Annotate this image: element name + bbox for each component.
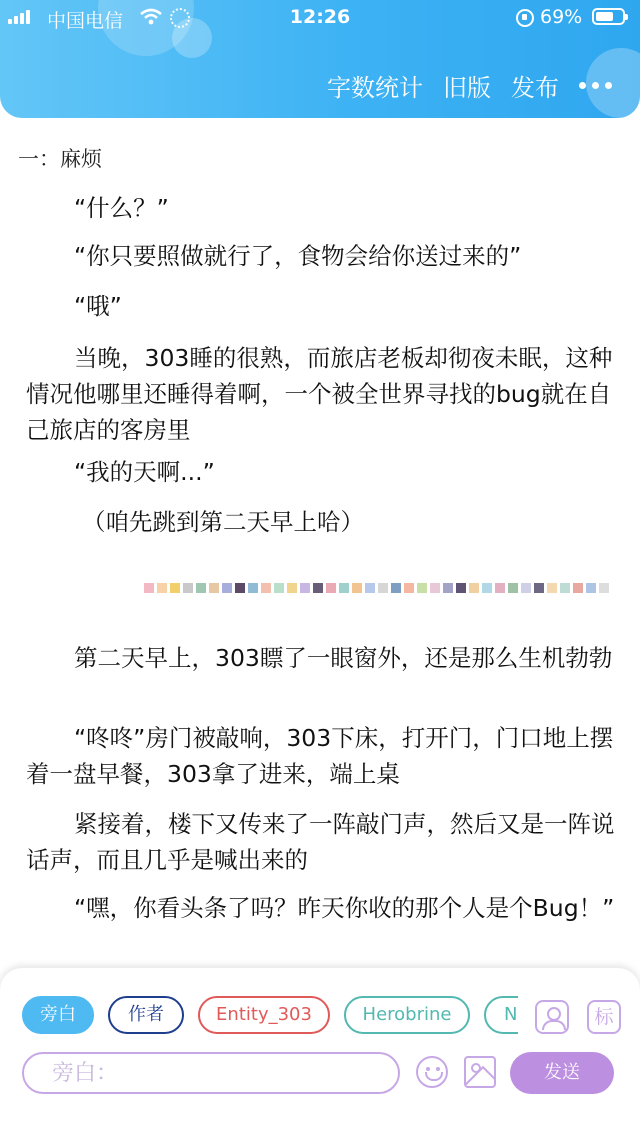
emoji-icon[interactable]	[416, 1056, 448, 1088]
divider-square	[573, 583, 583, 593]
paragraph: “你只要照做就行了，食物会给你送过来的”	[74, 242, 522, 270]
divider-square	[209, 583, 219, 593]
paragraph: “咚咚”房门被敲响，303下床，打开门，门口地上摆着一盘早餐，303拿了进来，端上桌	[26, 724, 614, 788]
paragraph: “什么？”	[74, 194, 169, 222]
chapter-title: 一：麻烦	[18, 147, 102, 171]
divider-square	[599, 583, 609, 593]
divider-square	[339, 583, 349, 593]
paragraph: 紧接着，楼下又传来了一阵敲门声，然后又是一阵说话声，而且几乎是喊出来的	[26, 810, 615, 874]
story-content	[0, 118, 640, 968]
divider-square	[248, 583, 258, 593]
divider-square	[534, 583, 544, 593]
paragraph: （咱先跳到第二天早上哈）	[82, 508, 364, 536]
role-chip-author[interactable]: 作者	[108, 996, 184, 1034]
role-chip-narrator[interactable]: 旁白	[22, 996, 94, 1034]
divider-square	[274, 583, 284, 593]
divider-square	[456, 583, 466, 593]
divider-square	[157, 583, 167, 593]
battery-percentage: 69%	[540, 6, 583, 28]
divider-square	[261, 583, 271, 593]
divider-square	[391, 583, 401, 593]
message-input[interactable]	[50, 1054, 374, 1092]
divider-square	[352, 583, 362, 593]
back-button[interactable]	[10, 58, 60, 108]
ellipsis-icon[interactable]	[579, 82, 612, 89]
tag-button[interactable]: 标	[587, 1000, 621, 1034]
nav-actions	[307, 68, 612, 103]
paragraph: 第二天早上，303瞟了一眼窗外，还是那么生机勃勃	[74, 644, 613, 672]
section-divider	[144, 583, 609, 593]
divider-square	[300, 583, 310, 593]
divider-square	[521, 583, 531, 593]
divider-square	[196, 583, 206, 593]
role-chip-partial[interactable]: N	[484, 996, 518, 1034]
paragraph: “哦”	[74, 292, 122, 320]
image-icon[interactable]	[464, 1056, 496, 1088]
divider-square	[144, 583, 154, 593]
divider-square	[560, 583, 570, 593]
word-count-button[interactable]: 字数统计	[327, 74, 423, 102]
person-card-icon[interactable]	[535, 1000, 569, 1034]
role-chip-entity-303[interactable]: Entity_303	[198, 996, 330, 1034]
divider-square	[482, 583, 492, 593]
divider-square	[495, 583, 505, 593]
paragraph: 当晚，303睡的很熟，而旅店老板却彻夜未眠，这种情况他哪里还睡得着啊，一个被全世界寻找的bug就在自己旅店的客房里	[26, 344, 613, 444]
role-selector	[22, 996, 518, 1038]
paragraph: “嘿，你看头条了吗？昨天你收的那个人是个Bug！”	[74, 894, 615, 922]
message-input-wrapper	[22, 1052, 400, 1094]
paragraph: “我的天啊...”	[74, 458, 215, 486]
publish-button[interactable]: 发布	[511, 74, 559, 102]
divider-square	[430, 583, 440, 593]
role-chip-herobrine[interactable]: Herobrine	[344, 996, 470, 1034]
divider-square	[443, 583, 453, 593]
divider-square	[469, 583, 479, 593]
divider-square	[586, 583, 596, 593]
carrier-name: 中国电信	[47, 10, 124, 32]
divider-square	[547, 583, 557, 593]
divider-square	[326, 583, 336, 593]
divider-square	[183, 583, 193, 593]
divider-square	[235, 583, 245, 593]
divider-square	[313, 583, 323, 593]
rotation-lock-icon	[516, 9, 534, 27]
clock: 12:26	[289, 6, 351, 28]
send-button[interactable]: 发送	[510, 1052, 614, 1094]
divider-square	[417, 583, 427, 593]
composer-panel	[0, 968, 640, 1139]
top-app-bar	[0, 0, 640, 118]
old-version-button[interactable]: 旧版	[443, 74, 491, 102]
status-bar	[0, 0, 640, 36]
divider-square	[170, 583, 180, 593]
divider-square	[365, 583, 375, 593]
divider-square	[404, 583, 414, 593]
divider-square	[508, 583, 518, 593]
divider-square	[287, 583, 297, 593]
battery-icon	[592, 8, 625, 25]
divider-square	[378, 583, 388, 593]
divider-square	[222, 583, 232, 593]
